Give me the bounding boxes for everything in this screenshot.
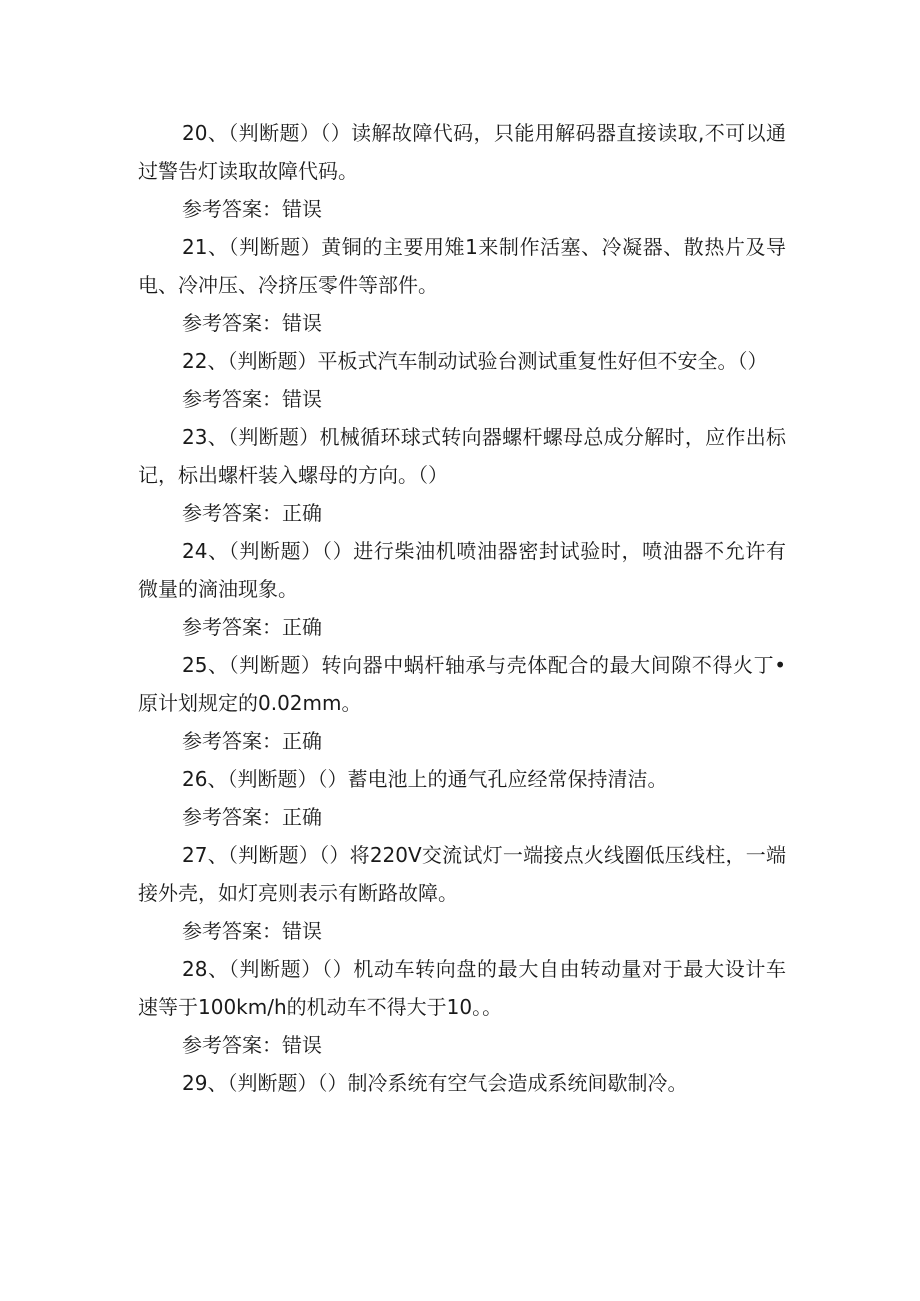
answer-27: 参考答案：错误 <box>182 919 322 943</box>
answer-25: 参考答案：正确 <box>182 729 322 753</box>
question-22: 22、（判断题）平板式汽车制动试验台测试重复性好但不安全。（） <box>182 349 768 373</box>
question-29: 29、（判断题）（）制冷系统有空气会造成系统间歇制冷。 <box>182 1071 688 1095</box>
question-20: 20、（判断题）（）读解故障代码，只能用解码器直接读取,不可以通过警告灯读取故障代码。 <box>138 121 786 183</box>
question-24: 24、（判断题）（）进行柴油机喷油器密封试验时，喷油器不允许有微量的滴油现象。 <box>138 539 786 601</box>
answer-24: 参考答案：正确 <box>182 615 322 639</box>
answer-26: 参考答案：正确 <box>182 805 322 829</box>
answer-20: 参考答案：错误 <box>182 197 322 221</box>
question-list <box>138 114 786 1102</box>
answer-22: 参考答案：错误 <box>182 387 322 411</box>
question-23: 23、（判断题）机械循环球式转向器螺杆螺母总成分解时，应作出标记，标出螺杆装入螺母的方向。（） <box>138 425 786 487</box>
answer-21: 参考答案：错误 <box>182 311 322 335</box>
question-21: 21、（判断题）黄铜的主要用雉1来制作活塞、冷凝器、散热片及导电、冷冲压、冷挤压零件等部件。 <box>138 235 786 297</box>
question-25: 25、（判断题）转向器中蜗杆轴承与壳体配合的最大间隙不得火丁•原计划规定的0.02mm。 <box>138 653 786 715</box>
question-28: 28、（判断题）（）机动车转向盘的最大自由转动量对于最大设计车速等于100km/h的机动车不得大于10。。 <box>138 957 786 1019</box>
answer-23: 参考答案：正确 <box>182 501 322 525</box>
answer-28: 参考答案：错误 <box>182 1033 322 1057</box>
question-27: 27、（判断题）（）将220V交流试灯一端接点火线圈低压线柱，一端接外壳，如灯亮则表示有断路故障。 <box>138 843 786 905</box>
question-26: 26、（判断题）（）蓄电池上的通气孔应经常保持清洁。 <box>182 767 668 791</box>
